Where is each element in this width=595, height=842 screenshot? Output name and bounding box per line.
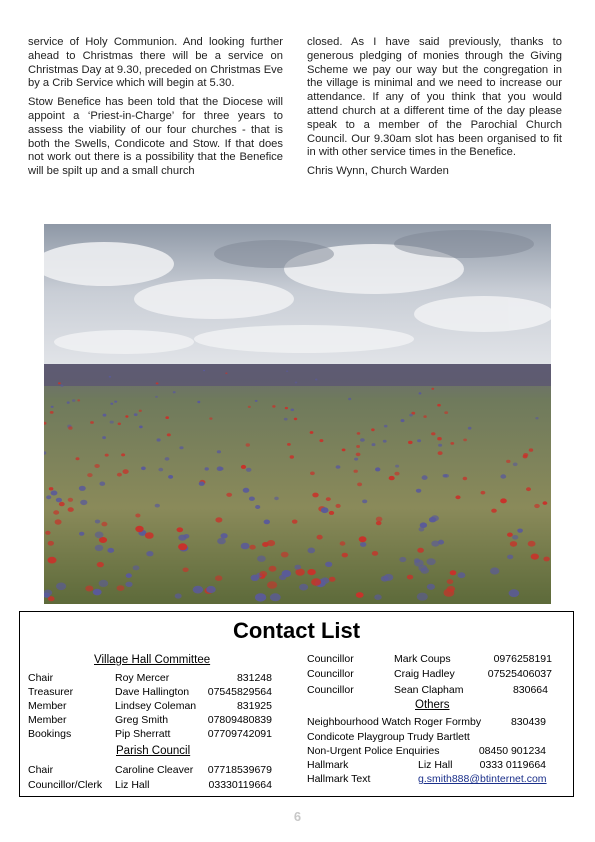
cornflower: [438, 540, 444, 545]
cornflower: [79, 486, 86, 491]
contact-phone: 07718539679: [207, 764, 272, 776]
hallmark-label: Hallmark: [307, 759, 349, 771]
poppy: [68, 498, 73, 502]
contact-role: Chair: [28, 764, 54, 776]
poppy: [215, 575, 222, 581]
cornflower: [178, 535, 186, 541]
cornflower: [110, 403, 113, 405]
poppy: [226, 493, 232, 497]
cornflower: [134, 413, 138, 416]
cornflower: [416, 489, 421, 493]
poppy: [292, 520, 298, 524]
poppy: [444, 411, 448, 414]
cornflower: [438, 444, 442, 447]
contact-phone: 0333 0119664: [479, 759, 546, 771]
cornflower: [422, 475, 428, 480]
cornflower: [490, 567, 499, 574]
poppy: [246, 443, 250, 446]
article-paragraph: service of Holy Communion. And looking further ahead to Christmas there will be a service on Christmas Day at 9.30, preceded on Christmas Eve by a Crib Service which will begin at 5.30.: [28, 36, 283, 90]
email-link[interactable]: g.smith888@btinternet.com: [418, 773, 547, 785]
poppy: [431, 388, 434, 390]
poppy: [249, 545, 255, 550]
cornflower: [336, 465, 341, 469]
contact-name: Roy Mercer: [115, 672, 170, 684]
cornflower: [79, 532, 84, 536]
poppy: [101, 522, 107, 527]
cornflower: [158, 468, 163, 472]
contact-phone: 831248: [236, 672, 272, 684]
cornflower: [246, 468, 252, 472]
poppy: [437, 404, 441, 407]
cornflower: [255, 593, 266, 601]
cornflower: [56, 583, 66, 591]
contact-list: [19, 611, 574, 797]
contact-name: Caroline Cleaver: [115, 764, 194, 776]
cornflower: [173, 391, 176, 393]
contact-role: Member: [28, 700, 67, 712]
poppy: [354, 470, 358, 473]
cornflower: [206, 586, 216, 593]
poppy: [307, 569, 315, 575]
poppy: [269, 566, 277, 572]
contact-phone: 830439: [510, 716, 546, 728]
article-paragraph: Stow Benefice has been told that the Diocese will appoint a ‘Priest-in-Charge’ for three years to assess the viability of our four churches - that is both the Swells, Condicote and Stow. If that does not work out there is a possibility that the Benefice will be spilt up and a small church: [28, 96, 283, 178]
cornflower: [308, 548, 316, 554]
poppy: [359, 536, 367, 542]
poppy: [310, 431, 314, 434]
poppy: [526, 487, 531, 491]
poppy: [450, 442, 454, 445]
cornflower: [203, 370, 205, 372]
cornflower: [125, 582, 132, 587]
poppy: [281, 552, 289, 558]
poppy: [319, 439, 323, 442]
poppy: [500, 498, 507, 503]
contact-role: Treasurer: [28, 686, 74, 698]
contact-list-title: Contact List: [232, 618, 361, 643]
poppy: [463, 477, 468, 481]
article-right-column: [307, 36, 562, 184]
contact-role: Member: [28, 714, 67, 726]
poppy: [90, 421, 94, 424]
poppy: [329, 577, 336, 582]
cornflower: [126, 573, 132, 578]
cornflower: [321, 577, 330, 583]
cornflower: [395, 465, 399, 468]
article-paragraph: closed. As I have said previously, thanks to generous pledging of monies through the Giving Scheme we pay our way but the congregation in the village is minimal and we need to increase our attendance. If any of you think that you would attend church at a different time of the day please speak to a member of the Parochial Church Council. Our 9.30am slot has been organised to fit in with other service times in the Benefice.: [307, 36, 562, 159]
poppy: [105, 454, 109, 457]
contact-phone: 831925: [236, 700, 272, 712]
poppy: [506, 460, 510, 463]
poppy: [295, 569, 304, 576]
cornflower: [93, 589, 102, 596]
poppy: [336, 504, 341, 508]
cornflower: [417, 439, 421, 442]
poppy: [68, 507, 74, 512]
cornflower: [44, 590, 52, 596]
contact-phone: 07709742091: [207, 728, 272, 740]
poppy: [68, 426, 72, 429]
cornflower: [56, 498, 62, 503]
cornflower: [270, 593, 281, 601]
poppy: [76, 457, 80, 460]
poppy: [408, 441, 413, 444]
poppy: [241, 465, 246, 469]
poppy: [178, 543, 187, 550]
poppy: [94, 464, 99, 468]
article-signature: Chris Wynn, Church Warden: [307, 165, 449, 178]
cornflower: [249, 497, 255, 501]
poppy: [357, 432, 361, 435]
cornflower: [146, 551, 153, 556]
poppy: [248, 406, 251, 408]
poppy: [372, 551, 378, 556]
contact-name: Sean Clapham: [394, 684, 464, 696]
poppy: [543, 557, 549, 562]
poppy: [53, 510, 59, 514]
poppy: [356, 592, 364, 598]
cornflower: [517, 529, 523, 533]
poppy: [394, 472, 399, 476]
cornflower: [360, 542, 366, 547]
cornflower: [243, 488, 250, 493]
contact-name: Lindsey Coleman: [115, 700, 197, 712]
poppy: [167, 433, 171, 436]
cornflower: [512, 535, 518, 540]
police-label: Non-Urgent Police Enquiries: [307, 745, 440, 757]
poppy: [165, 416, 169, 419]
cornflower: [217, 466, 223, 471]
poppy: [342, 553, 348, 558]
poppy: [118, 423, 121, 426]
poppy: [156, 382, 159, 384]
poppy: [209, 417, 212, 419]
cornflower: [133, 565, 140, 570]
cornflower: [255, 505, 260, 509]
poppy: [145, 532, 154, 539]
cornflower: [46, 495, 51, 499]
cornflower: [321, 507, 329, 513]
cornflower: [114, 401, 117, 403]
cornflower: [295, 565, 302, 570]
poppy: [139, 410, 142, 412]
cornflower: [427, 584, 435, 590]
cornflower: [362, 500, 367, 504]
poppy: [135, 514, 140, 518]
poppy: [438, 451, 443, 455]
cornflower: [374, 594, 381, 600]
poppy: [49, 487, 54, 490]
poppy: [285, 407, 288, 409]
poppy: [437, 437, 442, 440]
poppy: [311, 578, 321, 586]
cornflower: [500, 474, 506, 478]
cornflower: [141, 467, 146, 471]
cornflower: [103, 414, 107, 417]
cornflower: [155, 396, 158, 398]
cornflower: [299, 584, 308, 591]
poppy: [177, 527, 184, 532]
poppy: [529, 448, 533, 451]
poppy: [507, 533, 513, 537]
neighbourhood-watch-label: Neighbourhood Watch Roger Formby: [307, 716, 482, 728]
cornflower: [513, 463, 518, 467]
poppy: [48, 557, 57, 564]
poppy: [531, 554, 539, 560]
poppy: [45, 531, 50, 535]
cornflower: [325, 562, 332, 567]
poppy: [225, 372, 227, 374]
poppy: [97, 562, 104, 567]
contact-role: Councillor: [307, 668, 354, 680]
poppy: [267, 581, 277, 589]
poppy: [58, 382, 61, 384]
cornflower: [139, 426, 143, 429]
poppy: [183, 568, 189, 573]
cornflower: [51, 406, 54, 408]
cornflower: [535, 417, 538, 419]
poppy: [262, 542, 269, 547]
contact-phone: 03330119664: [208, 779, 272, 791]
poppy: [290, 455, 294, 458]
poppy: [117, 473, 122, 477]
cornflower: [348, 398, 351, 400]
cornflower: [51, 491, 58, 496]
cornflower: [444, 474, 449, 478]
poppy: [121, 453, 125, 456]
contact-phone: 830664: [512, 684, 548, 696]
cornflower: [420, 522, 427, 528]
contact-role: Chair: [28, 672, 54, 684]
cornflower: [417, 593, 428, 601]
cornflower: [468, 427, 472, 430]
cornflower: [67, 401, 70, 403]
playgroup-label: Condicote Playgroup Trudy Bartlett: [307, 731, 470, 743]
poppy: [117, 585, 125, 591]
poppy: [312, 493, 318, 498]
poppy: [450, 570, 457, 575]
cornflower: [257, 556, 266, 562]
cornflower: [72, 399, 75, 402]
cornflower: [255, 400, 258, 402]
poppy: [356, 445, 360, 448]
cornflower: [107, 548, 114, 553]
poppy: [215, 517, 222, 522]
poppy: [423, 415, 426, 418]
poppy: [523, 453, 528, 457]
contact-name: Liz Hall: [418, 759, 453, 771]
cornflower: [157, 438, 161, 441]
cornflower: [205, 467, 209, 470]
cornflower: [274, 497, 279, 501]
cornflower: [315, 379, 318, 381]
poppy: [376, 521, 382, 525]
cornflower: [384, 425, 388, 428]
contact-name: Mark Coups: [394, 653, 451, 665]
cornflower: [419, 392, 422, 394]
parish-council-heading: Parish Council: [116, 745, 191, 757]
cornflower: [409, 414, 413, 417]
others-heading: Others: [415, 699, 450, 711]
cornflower: [95, 520, 100, 524]
poppy: [447, 579, 454, 584]
poppy: [259, 571, 267, 577]
cornflower: [155, 504, 160, 508]
contact-phone: 07809480839: [207, 714, 272, 726]
cornflower: [221, 533, 228, 538]
cornflower: [264, 520, 270, 525]
cornflower: [383, 440, 387, 443]
cornflower: [95, 532, 104, 539]
contact-role: Councillor: [307, 653, 354, 665]
poppy: [294, 418, 297, 421]
poppy: [371, 428, 375, 431]
poppy: [389, 476, 395, 480]
poppy: [272, 405, 275, 408]
poppy: [87, 473, 92, 477]
cornflower: [458, 572, 466, 578]
cornflower: [217, 538, 226, 544]
poppy: [417, 548, 424, 553]
cornflower: [168, 475, 173, 479]
cornflower: [429, 517, 436, 522]
cornflower: [291, 409, 295, 412]
poppy: [431, 432, 435, 435]
contact-role: Councillor: [307, 684, 354, 696]
poppy: [491, 509, 497, 513]
cornflower: [199, 482, 205, 486]
contact-name: Pip Sherratt: [115, 728, 171, 740]
poppy-field-photo: [44, 224, 551, 604]
cornflower: [414, 558, 420, 563]
poppy: [356, 453, 361, 457]
cornflower: [193, 586, 203, 594]
poppy: [357, 483, 362, 487]
contact-name: Dave Hallington: [115, 686, 190, 698]
poppy: [543, 501, 548, 505]
poppy: [85, 586, 93, 592]
cornflower: [509, 589, 520, 597]
poppy: [407, 575, 413, 580]
poppy: [55, 519, 62, 524]
cornflower: [507, 555, 513, 560]
contact-role: Bookings: [28, 728, 72, 740]
poppy: [534, 504, 540, 508]
poppy: [444, 589, 455, 597]
cornflower: [179, 446, 183, 449]
cornflower: [372, 443, 376, 446]
poppy: [123, 469, 129, 474]
poppy: [463, 439, 467, 442]
contact-phone: 07525406037: [487, 668, 552, 680]
cornflower: [175, 593, 182, 598]
poppy: [329, 511, 334, 515]
poppy: [50, 411, 54, 414]
poppy: [528, 541, 536, 547]
cornflower: [109, 376, 111, 378]
cornflower: [99, 482, 105, 486]
poppy: [342, 449, 346, 452]
contact-phone: 0976258191: [493, 653, 552, 665]
poppy: [326, 497, 331, 501]
cornflower: [197, 401, 200, 403]
cornflower: [61, 385, 64, 387]
page-number: 6: [293, 809, 302, 824]
cornflower: [110, 421, 114, 424]
cornflower: [284, 418, 288, 421]
cornflower: [384, 574, 393, 581]
poppy: [510, 541, 517, 547]
poppy: [48, 541, 54, 546]
article-left-column: [28, 36, 283, 184]
contact-name: Liz Hall: [115, 779, 150, 791]
contact-phone: 08450 901234: [478, 745, 546, 757]
contact-name: Craig Hadley: [394, 668, 455, 680]
poppy: [481, 491, 486, 495]
poppy: [77, 399, 80, 401]
poppy: [376, 517, 383, 522]
cornflower: [282, 570, 292, 577]
contact-name: Greg Smith: [115, 714, 169, 726]
poppy: [125, 415, 128, 417]
hallmark-text-label: Hallmark Text: [307, 773, 371, 785]
cornflower: [165, 457, 170, 461]
cornflower: [375, 467, 380, 471]
cornflower: [99, 580, 109, 587]
poppy: [340, 541, 346, 545]
poppy: [287, 443, 291, 446]
cornflower: [295, 382, 298, 384]
cornflower: [399, 557, 406, 562]
cornflower: [360, 438, 365, 442]
poppy: [310, 472, 315, 476]
cornflower: [241, 543, 250, 550]
poppy: [317, 535, 323, 540]
contact-role: Councillor/Clerk: [28, 779, 103, 791]
cornflower: [427, 558, 436, 565]
cornflower: [95, 545, 104, 551]
cornflower: [401, 419, 405, 422]
cornflower: [102, 436, 106, 439]
poppy: [135, 526, 143, 532]
poppy: [59, 502, 65, 506]
cornflower: [80, 500, 87, 505]
cornflower: [354, 458, 358, 461]
village-hall-heading: Village Hall Committee: [94, 654, 211, 666]
cornflower: [286, 370, 288, 372]
contact-phone: 07545829564: [207, 686, 272, 698]
poppy: [455, 495, 460, 499]
cornflower: [217, 450, 221, 453]
